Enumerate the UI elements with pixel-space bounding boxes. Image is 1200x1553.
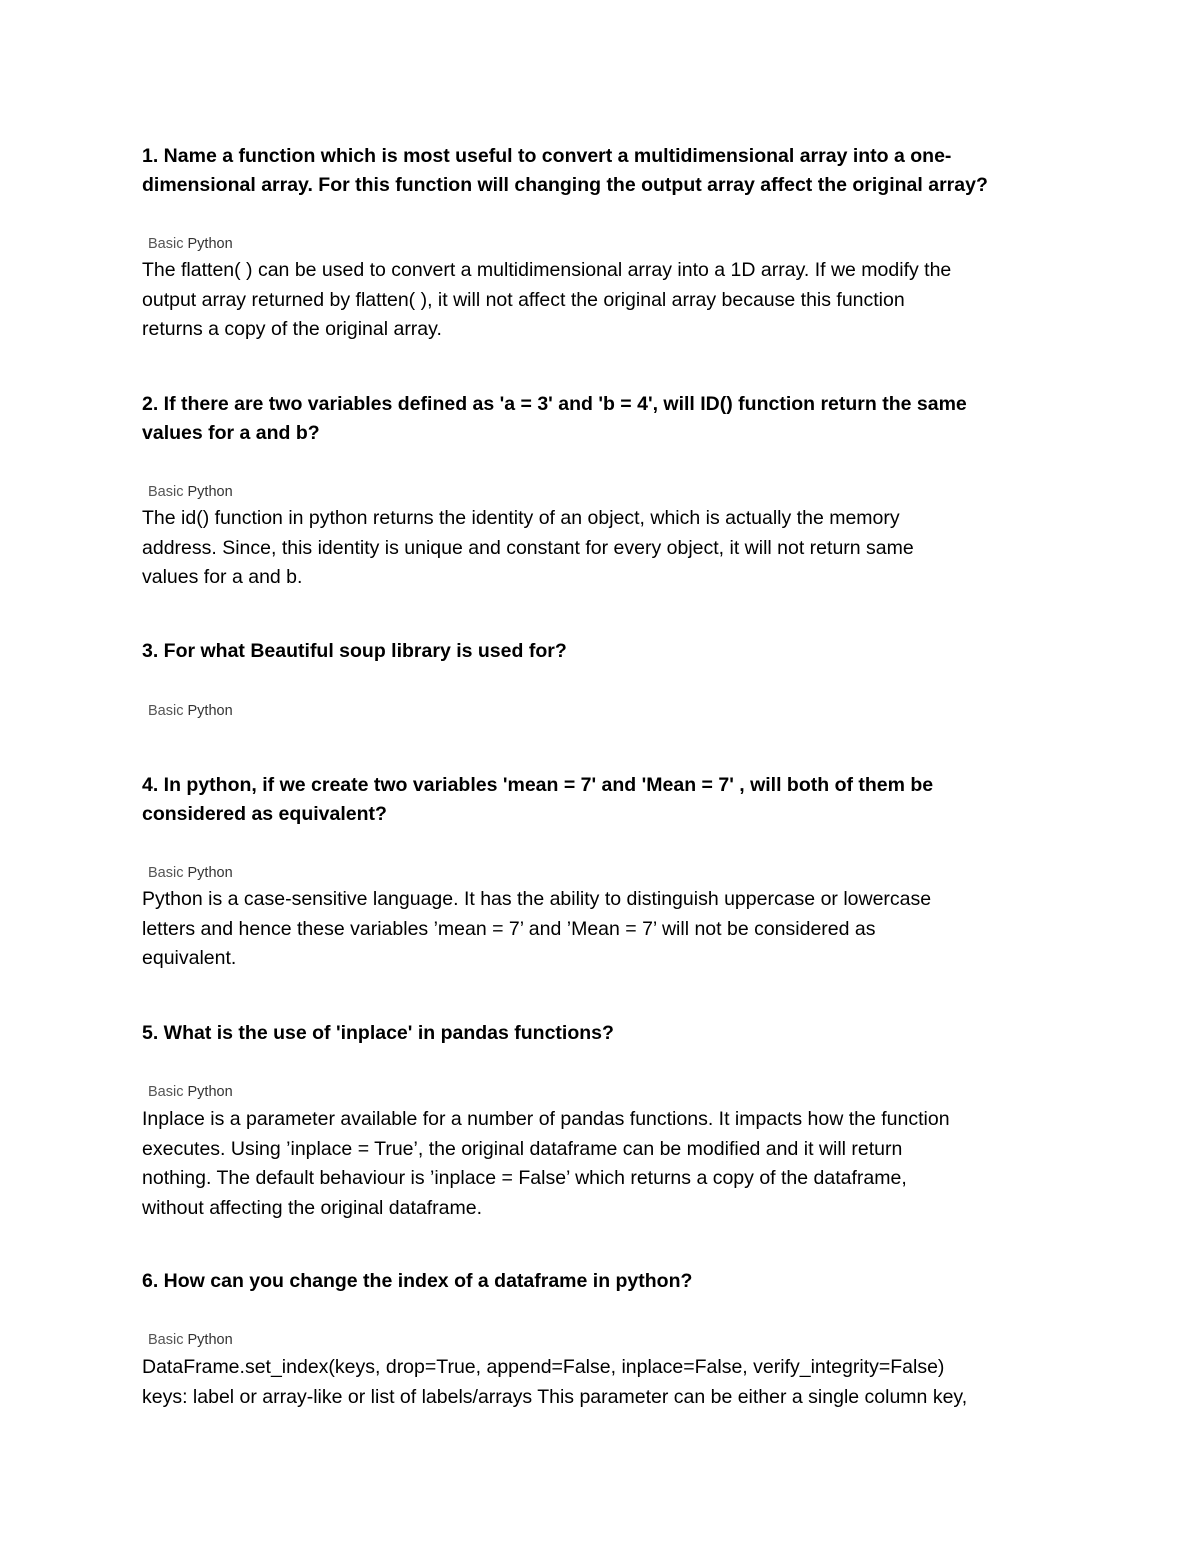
question-line: 5. What is the use of 'inplace' in pandas functions? [142, 1022, 614, 1044]
answer-line: Python is a case-sensitive language. It has the ability to distinguish uppercase or lowercase [142, 888, 932, 910]
answer-line: keys: label or array-like or list of labels/arrays This parameter can be either a single column key, [142, 1385, 968, 1408]
question-line: 6. How can you change the index of a dataframe in python? [142, 1270, 693, 1292]
answer-line: Inplace is a parameter available for a number of pandas functions. It impacts how the function [142, 1108, 950, 1130]
question-4 [142, 771, 1062, 829]
question-1 [142, 142, 1062, 200]
question-line: dimensional array. For this function will changing the output array affect the original array? [142, 174, 988, 196]
answer-1 [142, 256, 1062, 345]
tag-language: Python [187, 236, 233, 252]
question-3 [142, 637, 1062, 666]
answer-line: DataFrame.set_index(keys, drop=True, append=False, inplace=False, verify_integrity=False) [142, 1356, 945, 1378]
tag-category: Basic [148, 484, 184, 500]
question-5 [142, 1019, 1062, 1048]
answer-6 [142, 1353, 1062, 1412]
tag-category: Basic [148, 1084, 184, 1100]
question-line: considered as equivalent? [142, 803, 387, 825]
tag-category: Basic [148, 703, 184, 719]
tag-category: Basic [148, 1332, 184, 1348]
question-6-text [142, 1267, 1062, 1296]
answer-line: output array returned by flatten( ), it will not affect the original array because this function [142, 288, 905, 311]
question-6 [142, 1267, 1062, 1296]
question-2-text [142, 390, 1062, 448]
answer-line: letters and hence these variables ’mean = 7’ and ’Mean = 7’ will not be considered as [142, 917, 876, 940]
answer-line: equivalent. [142, 947, 237, 969]
tag-basic-python [148, 702, 233, 720]
question-line: 3. For what Beautiful soup library is used for? [142, 640, 567, 662]
answer-5 [142, 1105, 1062, 1223]
tag-language: Python [187, 703, 233, 719]
question-1-text [142, 142, 1062, 200]
answer-line: The flatten( ) can be used to convert a multidimensional array into a 1D array. If we modify the [142, 259, 952, 281]
answer-line: without affecting the original dataframe. [142, 1196, 483, 1219]
question-2 [142, 390, 1062, 448]
question-4-text [142, 771, 1062, 829]
question-line: 1. Name a function which is most useful to convert a multidimensional array into a one- [142, 145, 952, 167]
tag-language: Python [187, 1084, 233, 1100]
tag-language: Python [187, 484, 233, 500]
answer-2 [142, 504, 1062, 593]
question-line: 2. If there are two variables defined as 'a = 3' and 'b = 4', will ID() function return the same [142, 393, 967, 415]
tag-language: Python [187, 1332, 233, 1348]
tag-category: Basic [148, 865, 184, 881]
question-line: 4. In python, if we create two variables 'mean = 7' and 'Mean = 7' , will both of them be [142, 774, 934, 796]
answer-line: address. Since, this identity is unique and constant for every object, it will not return same [142, 536, 914, 559]
question-3-text [142, 637, 1062, 666]
tag-basic-python [148, 483, 233, 501]
tag-category: Basic [148, 236, 184, 252]
tag-basic-python [148, 1083, 233, 1101]
answer-line: nothing. The default behaviour is ’inplace = False’ which returns a copy of the dataframe, [142, 1167, 907, 1189]
answer-line: returns a copy of the original array. [142, 318, 442, 340]
question-line: values for a and b? [142, 422, 320, 444]
answer-line: The id() function in python returns the identity of an object, which is actually the memory [142, 507, 900, 529]
question-5-text [142, 1019, 1062, 1048]
answer-line: values for a and b. [142, 566, 303, 588]
answer-4 [142, 885, 1062, 974]
tag-basic-python [148, 1331, 233, 1349]
answer-line: executes. Using ’inplace = True’, the original dataframe can be modified and it will return [142, 1137, 903, 1160]
tag-basic-python [148, 235, 233, 253]
tag-language: Python [187, 865, 233, 881]
tag-basic-python [148, 864, 233, 882]
